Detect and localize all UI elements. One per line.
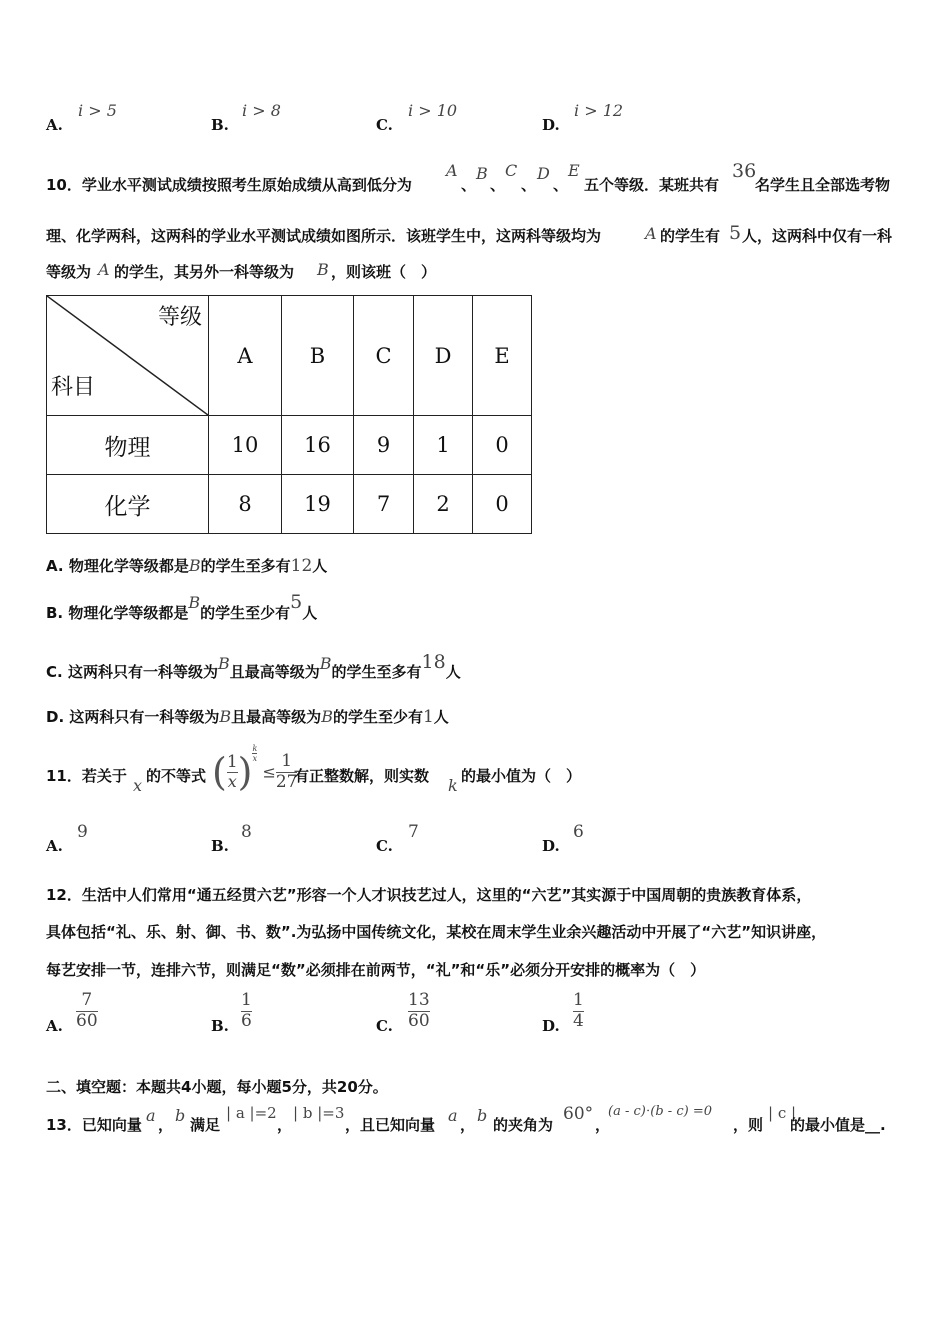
fraction-denominator: x	[227, 772, 237, 792]
q11-option-d-label: D.	[542, 837, 560, 855]
option-number: 1	[422, 707, 434, 727]
q13-text-mid2: ，且已知向量	[345, 1116, 436, 1134]
q11-option-a-label: A.	[46, 837, 63, 855]
option-text: 的学生至少有	[200, 604, 291, 622]
q11-text-pre: 11．若关于	[46, 767, 127, 785]
option-text: 物理化学等级都是	[68, 604, 189, 622]
q13-angle: 60°	[563, 1104, 594, 1124]
option-text: 这两科只有一科等级为	[67, 663, 218, 681]
q9-option-c-label: C.	[376, 116, 393, 134]
q12-option-d-label: D.	[542, 1017, 560, 1035]
q10-var-a-2: A	[98, 260, 110, 279]
leq-sign: ≤	[262, 762, 276, 782]
q10-student-count: 36	[732, 160, 757, 182]
section-2-heading: 二、填空题：本题共4小题，每小题5分，共20分。	[46, 1078, 388, 1096]
fraction-numerator: 13	[408, 990, 430, 1010]
q13-abs-a: | a |=2	[226, 1104, 277, 1122]
q10-option-a	[46, 555, 327, 576]
q9-option-c-expr: i > 10	[408, 101, 458, 120]
table-cell: 0	[473, 475, 532, 534]
column-header-d: D	[414, 296, 473, 416]
q10-var-b: B	[317, 260, 329, 279]
option-text: 人	[433, 708, 449, 726]
exponent-numerator: k	[252, 744, 258, 753]
q11-option-b-label: B.	[211, 837, 229, 855]
exponent-denominator: x	[252, 754, 258, 764]
row-subject-chemistry: 化学	[47, 475, 209, 534]
q13-comma-4: ，	[595, 1116, 611, 1134]
column-header-a: A	[209, 296, 282, 416]
q10-text-3a: 等级为	[46, 263, 92, 281]
q13-text-post: 的最小值是__.	[790, 1116, 886, 1134]
q13-comma-3: ，	[460, 1116, 476, 1134]
q12-option-a-fraction	[76, 991, 98, 1031]
fraction-numerator: 1	[573, 990, 584, 1010]
table-cell: 9	[354, 416, 414, 475]
q11-text-mid: 的不等式	[146, 767, 207, 785]
q10-grade-b: B	[476, 164, 488, 183]
q10-grade-d: D	[537, 164, 550, 183]
q12-line-2: 具体包括“礼、乐、射、御、书、数”.为弘扬中国传统文化，某校在周末学生业余兴趣活动中开展了“六艺”知识讲座，	[46, 923, 827, 941]
option-label: A.	[46, 557, 64, 575]
table-cell: 8	[209, 475, 282, 534]
option-var: B	[321, 707, 333, 726]
q10-option-b	[46, 591, 318, 623]
q10-text-3c: ，则该班（ ）	[331, 263, 437, 281]
fraction-denominator: 60	[76, 1010, 98, 1031]
q10-var-a: A	[645, 224, 657, 243]
option-var: B	[188, 593, 201, 612]
q11-inequality	[212, 744, 298, 794]
q12-line-3: 每艺安排一节，连排六节，则满足“数”必须排在前两节，“礼”和“乐”必须分开安排的概率为（ ）	[46, 961, 706, 979]
q10-grade-e: E	[568, 161, 580, 180]
fraction-denominator: 6	[241, 1010, 252, 1031]
option-number: 18	[421, 651, 446, 673]
table-cell: 2	[414, 475, 473, 534]
q11-text-post: 的最小值为（ ）	[461, 767, 582, 785]
q12-option-b-label: B.	[211, 1017, 229, 1035]
fraction-numerator: 7	[81, 990, 93, 1010]
q10-text-1c: 名学生且全部选考物	[755, 176, 891, 194]
q11-var-x: x	[133, 776, 143, 795]
q11-var-k: k	[448, 776, 458, 795]
q13-vector-b-2: b	[477, 1106, 488, 1125]
q10-option-d	[46, 706, 449, 727]
option-text: 人	[312, 557, 328, 575]
row-subject-physics: 物理	[47, 416, 209, 475]
option-text: 这两科只有一科等级为	[69, 708, 220, 726]
option-text: 的学生至少有	[332, 708, 423, 726]
q12-option-b-fraction	[241, 991, 252, 1031]
column-header-b: B	[282, 296, 354, 416]
q10-text-2a: 理、化学两科，这两科的学业水平测试成绩如图所示．该班学生中，这两科等级均为	[46, 227, 602, 245]
option-var: B	[319, 654, 332, 673]
option-text: 且最高等级为	[229, 663, 320, 681]
q9-option-a-expr: i > 5	[78, 101, 117, 120]
q11-option-a-value: 9	[77, 822, 88, 842]
q9-option-d-expr: i > 12	[574, 101, 624, 120]
table-row	[47, 416, 532, 475]
q10-text-1b: 五个等级．某班共有	[584, 176, 720, 194]
q11-base-fraction	[227, 753, 238, 792]
right-paren: )	[237, 750, 253, 794]
q12-line-1: 12．生活中人们常用“通五经贯六艺”形容一个人才识技艺过人，这里的“六艺”其实源于中国周朝的贵族教育体系，	[46, 886, 812, 904]
option-var: B	[188, 556, 201, 575]
q11-text-mid2: 有正整数解，则实数	[294, 767, 430, 785]
option-text: 的学生至多有	[200, 557, 291, 575]
q13-vector-a-2: a	[448, 1106, 458, 1125]
q10-sep-2: 、	[490, 176, 506, 194]
corner-grade-label: 等级	[157, 305, 202, 330]
q10-grade-c: C	[505, 161, 518, 180]
fraction-numerator: 1	[281, 750, 293, 771]
q12-option-c-fraction	[408, 991, 430, 1031]
q12-option-a-label: A.	[46, 1017, 63, 1035]
q10-grade-a: A	[446, 161, 458, 180]
q10-sep-1: 、	[461, 176, 477, 194]
q11-option-c-value: 7	[408, 822, 419, 842]
table-cell: 1	[414, 416, 473, 475]
table-cell: 10	[209, 416, 282, 475]
q10-sep-3: 、	[521, 176, 537, 194]
q10-text-2c: 人，这两科中仅有一科	[742, 227, 893, 245]
q13-equation: (a - c)⋅(b - c) =0	[608, 1104, 712, 1119]
q13-vector-a: a	[146, 1106, 156, 1125]
option-var: B	[217, 654, 230, 673]
grade-table	[46, 295, 532, 534]
q10-count-5: 5	[729, 222, 742, 244]
option-label: C.	[46, 663, 63, 681]
q13-text-mid1: 满足	[190, 1116, 221, 1134]
q9-option-b-expr: i > 8	[242, 101, 281, 120]
column-header-c: C	[354, 296, 414, 416]
table-cell: 19	[282, 475, 354, 534]
option-text: 且最高等级为	[231, 708, 322, 726]
q13-abs-b: | b |=3	[293, 1104, 345, 1122]
q10-sep-4: 、	[553, 176, 569, 194]
q13-text-mid4: ，则	[733, 1116, 764, 1134]
q10-option-c	[46, 651, 461, 682]
fraction-numerator: 1	[226, 751, 238, 772]
q12-option-d-fraction	[573, 991, 584, 1031]
table-row	[47, 475, 532, 534]
q13-comma-2: ，	[277, 1116, 293, 1134]
q11-option-c-label: C.	[376, 837, 393, 855]
q11-option-d-value: 6	[573, 822, 584, 842]
option-text: 人	[445, 663, 461, 681]
column-header-e: E	[473, 296, 532, 416]
grade-table-corner	[47, 296, 209, 416]
q13-comma-1: ，	[158, 1116, 174, 1134]
option-text: 人	[302, 604, 318, 622]
fraction-denominator: 27	[275, 771, 298, 792]
option-label: B.	[46, 604, 64, 622]
q13-abs-c: | c |	[768, 1104, 797, 1122]
q13-vector-b: b	[175, 1106, 186, 1125]
option-text: 的学生至多有	[331, 663, 422, 681]
fraction-numerator: 1	[241, 990, 252, 1010]
table-cell: 7	[354, 475, 414, 534]
q13-text-pre: 13．已知向量	[46, 1116, 142, 1134]
option-number: 5	[290, 591, 303, 613]
table-cell: 16	[282, 416, 354, 475]
q11-exponent	[252, 744, 257, 763]
q9-option-a-label: A.	[46, 116, 63, 134]
table-cell: 0	[473, 416, 532, 475]
corner-subject-label: 科目	[51, 375, 96, 400]
q10-text-1a: 10．学业水平测试成绩按照考生原始成绩从高到低分为	[46, 176, 412, 194]
q10-text-3b: 的学生，其另外一科等级为	[114, 263, 295, 281]
fraction-denominator: 60	[408, 1010, 430, 1031]
option-label: D.	[46, 708, 65, 726]
q9-option-b-label: B.	[211, 116, 229, 134]
grade-table-header-row	[47, 296, 532, 416]
q12-option-c-label: C.	[376, 1017, 393, 1035]
q10-text-2b: 的学生有	[660, 227, 721, 245]
option-text: 物理化学等级都是	[68, 557, 189, 575]
q9-option-d-label: D.	[542, 116, 560, 134]
left-paren: (	[212, 750, 227, 794]
option-var: B	[219, 707, 232, 726]
q13-text-mid3: 的夹角为	[493, 1116, 554, 1134]
fraction-denominator: 4	[573, 1010, 584, 1031]
q11-option-b-value: 8	[241, 822, 252, 842]
option-number: 12	[290, 556, 313, 576]
